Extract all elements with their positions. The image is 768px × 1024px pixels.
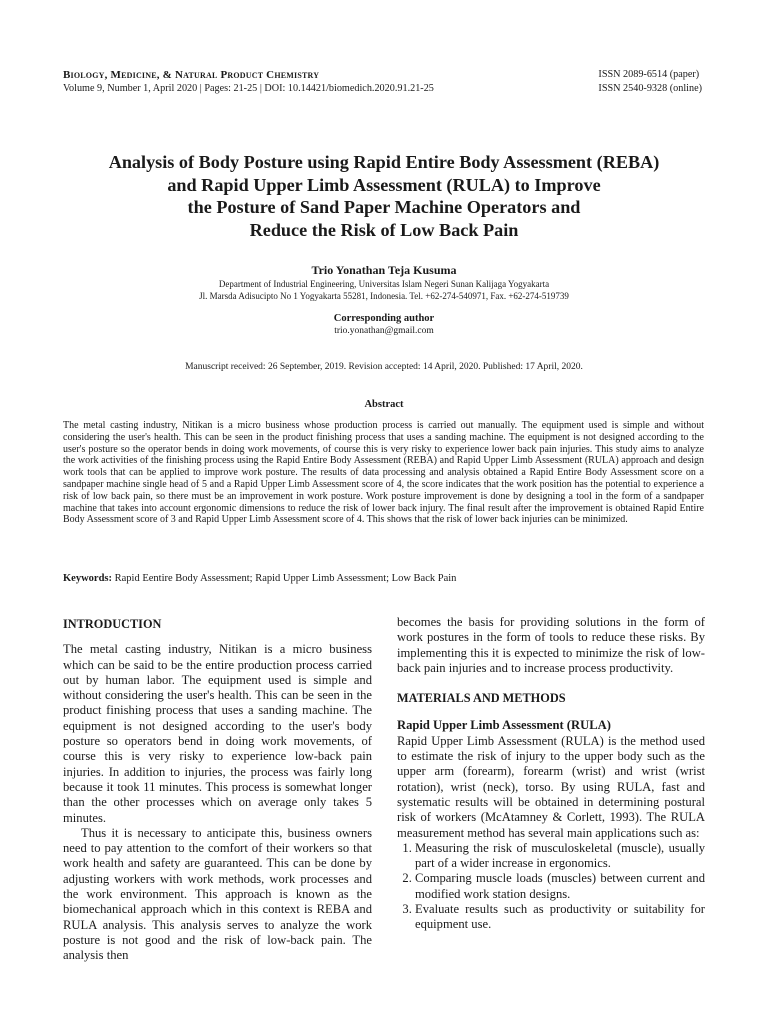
rula-subheading: Rapid Upper Limb Assessment (RULA) [397, 718, 611, 733]
keywords-label: Keywords: [63, 573, 112, 584]
author-name: Trio Yonathan Teja Kusuma [311, 263, 457, 277]
manuscript-dates: Manuscript received: 26 September, 2019. Revision accepted: 14 April, 2020. Published: 17 April, 2020. [185, 362, 583, 372]
affiliation [0, 278, 768, 302]
affiliation-line: Jl. Marsda Adisucipto No 1 Yogyakarta 55281, Indonesia. Tel. +62-274-540971, Fax. +62-274-519739 [199, 291, 569, 301]
issn-block [598, 68, 702, 96]
issn-paper: ISSN 2089-6514 (paper) [598, 69, 700, 80]
journal-header [63, 68, 434, 96]
methods-heading: MATERIALS AND METHODS [397, 691, 566, 706]
methods-paragraph: Rapid Upper Limb Assessment (RULA) is the method used to estimate the risk of injury to the upper body such as the upper arm (forearm), forearm (wrist) and wrist (wrist rotation), wrist (neck), torso. By using RULA, fast and systematic results will be obtained in determining postural risk of workers (McAtamney & Corlett, 1993). The RULA measurement method has several main applications such as: [397, 733, 705, 840]
paper-title [40, 151, 728, 241]
keywords [63, 573, 704, 584]
right-column [397, 615, 705, 933]
title-line: Reduce the Risk of Low Back Pain [249, 219, 519, 240]
journal-name: Biology, Medicine, & Natural Product Chemistry [63, 69, 320, 81]
introduction-paragraph: Thus it is necessary to anticipate this, business owners need to pay attention to the comfort of their workers so that work health and safety are guaranteed. This can be done by adjusting workers with work methods, work processes and the work environment. This approach is known as the biomechanical approach which in this context is REBA and RULA analysis. This analysis serves to analyze the work posture is not good and the risk of low-back pain. The analysis then [63, 825, 372, 963]
issn-online: ISSN 2540-9328 (online) [598, 83, 702, 94]
list-item: 3. Evaluate results such as productivity or suitability for equipment use. [415, 902, 705, 933]
volume-line: Volume 9, Number 1, April 2020 | Pages: 21-25 | DOI: 10.14421/biomedich.2020.91.21-25 [63, 83, 434, 94]
keywords-text: Rapid Eentire Body Assessment; Rapid Upper Limb Assessment; Low Back Pain [112, 573, 457, 584]
left-column [63, 617, 372, 964]
abstract-heading: Abstract [364, 399, 404, 410]
title-line: Analysis of Body Posture using Rapid Entire Body Assessment (REBA) [108, 152, 660, 172]
introduction-paragraph-continued: becomes the basis for providing solutions in the form of work postures in the form of tools to reduce these risks. By implementing this it is expected to minimize the risk of low-back pain injuries and to increase process productivity. [397, 615, 705, 675]
introduction-heading: INTRODUCTION [63, 617, 162, 631]
corresponding-email[interactable]: trio.yonathan@gmail.com [334, 326, 434, 336]
corresponding-heading: Corresponding author [333, 313, 435, 324]
title-line: and Rapid Upper Limb Assessment (RULA) to Improve [167, 174, 601, 195]
abstract-text: The metal casting industry, Nitikan is a micro business whose production process is carried out manually. The equipment used is simple and without considering the user's health. This can be seen in the product finishing process that uses a sanding machine. The equipment is not designed according to the user's posture so the operator bends in doing work movements, of course this is very risky to experience lower back pain injuries. This study aims to analyze the work activities of the finishing process using the Rapid Entire Body Assessment (REBA) and Rapid Upper Limb Assessment (RULA) approach and design work tools that can be applied to improve work posture. The results of data processing and analysis obtained a Rapid Entire Body Assessment score on a sandpaper machine single head of 5 and a Rapid Upper Limb Assessment score of 4, the score indicates that the work position has the potential to experience a risk of low back pain, so there must be an improvement in work posture. Work posture improvement is done by designing a tool in the form of a sandpaper machine that takes into account ergonomic dimensions to reduce the risk of lower back injury. The final result after the improvement is obtained Rapid Entire Body Assessment score of 3 and Rapid Upper Limb Assessment score of 4. This shows that the risk of lower back injuries can be minimized. [63, 420, 704, 526]
list-item: 2. Comparing muscle loads (muscles) between current and modified work station designs. [415, 871, 705, 902]
introduction-paragraph: The metal casting industry, Nitikan is a micro business which can be said to be the entire production process carried out by human labor. The equipment used is simple and without considering the user's health. This can be seen in the product finishing process that uses a sanding machine. The equipment is not designed according to the user's body posture so operators bend in doing work movements, of course this is very risky to experience low-back pain injuries. In addition to injuries, the process was fairly long because it took 11 minutes. This process is somewhat longer than the other processes which on average only takes 5 minutes. [63, 642, 372, 825]
title-line: the Posture of Sand Paper Machine Operators and [187, 197, 581, 217]
list-item: 1. Measuring the risk of musculoskeletal (muscle), usually part of a wider increase in ergonomics. [415, 841, 705, 872]
affiliation-line: Department of Industrial Engineering, Universitas Islam Negeri Sunan Kalijaga Yogyakarta [218, 279, 550, 289]
applications-list [397, 841, 705, 933]
